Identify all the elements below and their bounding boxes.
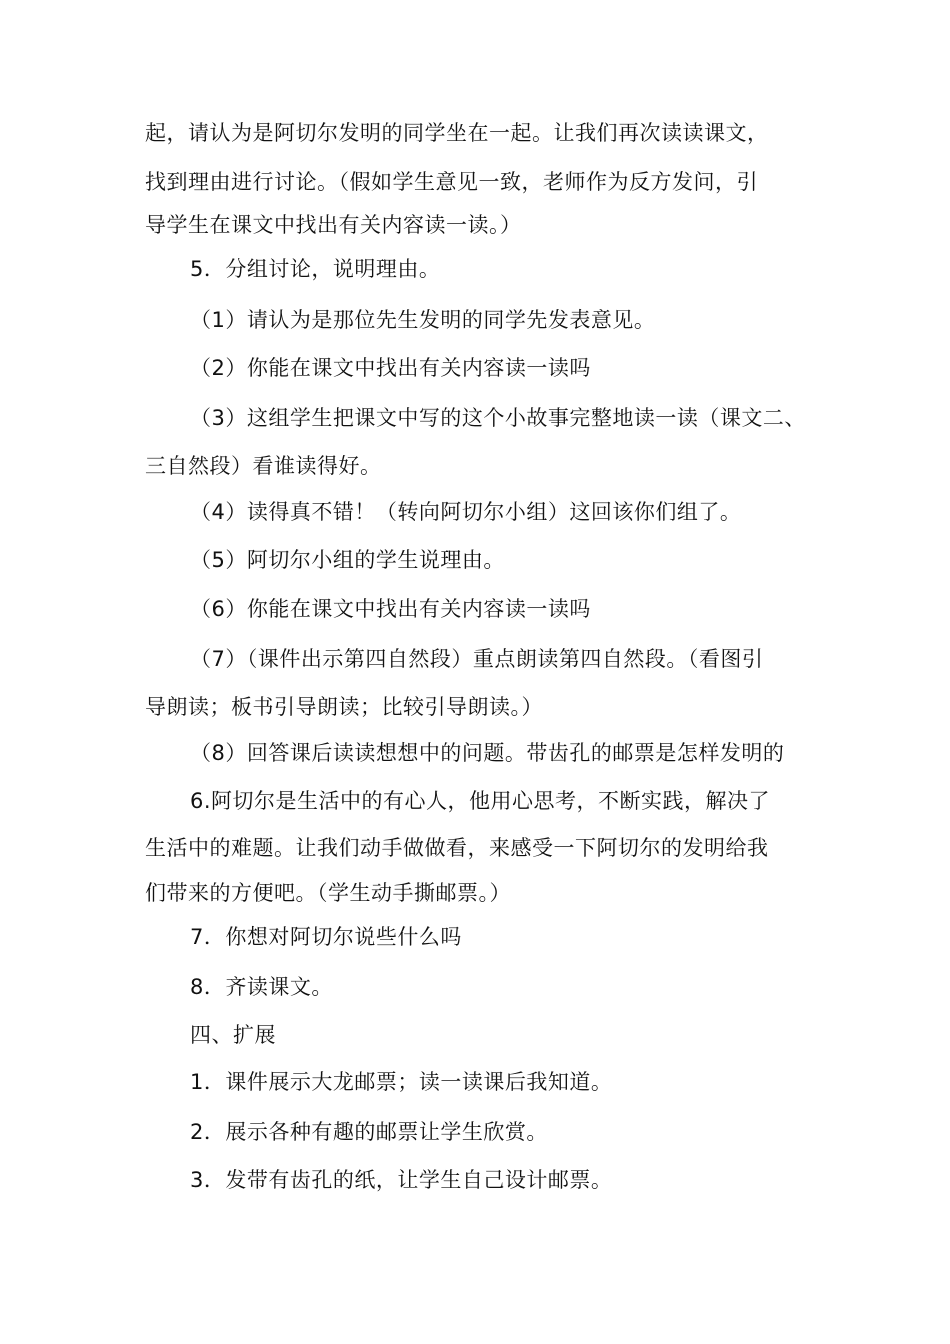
list-item: 7．你想对阿切尔说些什么吗 xyxy=(190,925,462,949)
paragraph-line: 起，请认为是阿切尔发明的同学坐在一起。让我们再次读读课文， xyxy=(145,121,769,145)
paragraph-line: 生活中的难题。让我们动手做做看，来感受一下阿切尔的发明给我 xyxy=(145,836,769,860)
list-item: 3．发带有齿孔的纸，让学生自己设计邮票。 xyxy=(190,1168,613,1192)
list-item: （2）你能在课文中找出有关内容读一读吗 xyxy=(190,356,591,380)
list-item: （6）你能在课文中找出有关内容读一读吗 xyxy=(190,597,591,621)
list-item: 8．齐读课文。 xyxy=(190,975,333,999)
paragraph-line: 导学生在课文中找出有关内容读一读。） xyxy=(145,213,522,237)
list-item: 6.阿切尔是生活中的有心人，他用心思考，不断实践，解决了 xyxy=(190,789,771,813)
section-heading: 四、扩展 xyxy=(190,1023,276,1047)
list-item: （4）读得真不错！（转向阿切尔小组）这回该你们组了。 xyxy=(190,500,742,524)
list-item: （5）阿切尔小组的学生说理由。 xyxy=(190,548,505,572)
list-item: （8）回答课后读读想想中的问题。带齿孔的邮票是怎样发明的 xyxy=(190,741,785,765)
paragraph-line: 三自然段）看谁读得好。 xyxy=(145,454,382,478)
list-item: 2．展示各种有趣的邮票让学生欣赏。 xyxy=(190,1120,548,1144)
paragraph-line: 导朗读；板书引导朗读；比较引导朗读。） xyxy=(145,695,543,719)
list-item: 5．分组讨论，说明理由。 xyxy=(190,257,441,281)
paragraph-line: 找到理由进行讨论。（假如学生意见一致，老师作为反方发问，引 xyxy=(145,170,758,194)
list-item: 1．课件展示大龙邮票；读一读课后我知道。 xyxy=(190,1070,613,1094)
list-item: （1）请认为是那位先生发明的同学先发表意见。 xyxy=(190,308,656,332)
paragraph-line: 们带来的方便吧。（学生动手撕邮票。） xyxy=(145,881,511,905)
list-item: （3）这组学生把课文中写的这个小故事完整地读一读（课文二、 xyxy=(190,406,806,430)
list-item: （7）（课件出示第四自然段）重点朗读第四自然段。（看图引 xyxy=(190,647,764,671)
